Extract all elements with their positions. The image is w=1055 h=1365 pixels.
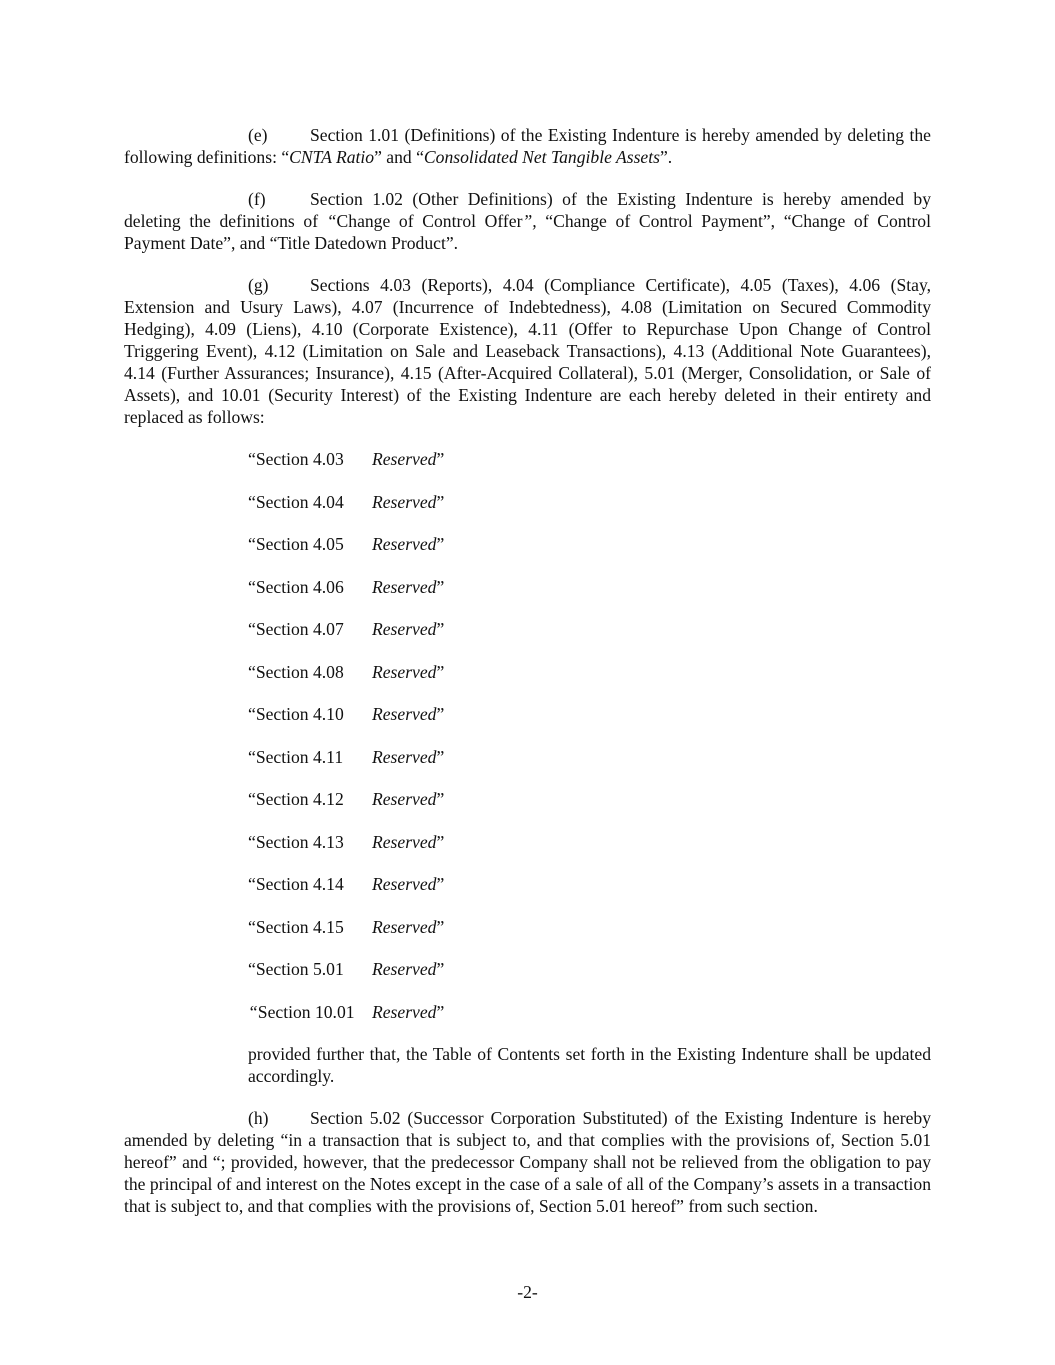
section-status: Reserved xyxy=(372,959,437,979)
section-status: Reserved xyxy=(372,746,437,767)
section-label: Section 4.03 xyxy=(255,449,344,469)
section-row xyxy=(248,703,931,725)
quote-mark: “ xyxy=(326,211,337,231)
section-label: Section 4.08 xyxy=(255,661,344,682)
reserved-sections-list xyxy=(248,448,931,1023)
section-label: Section 4.11 xyxy=(255,746,344,767)
paragraph-text: ” and “ xyxy=(374,147,424,167)
section-status: Reserved xyxy=(372,449,437,469)
paragraph-text: Section 1.01 (Definitions) of the Existing Indenture is hereby amended by deleting the following definitions: “ xyxy=(124,125,931,167)
close-quote: ” xyxy=(436,874,445,894)
section-status: Reserved xyxy=(372,916,437,937)
paragraph-e xyxy=(124,124,931,168)
section-row xyxy=(248,491,931,513)
proviso-paragraph: provided further that, the Table of Contents set forth in the Existing Indenture shall be updated accordingly. xyxy=(248,1044,931,1086)
open-quote: “ xyxy=(248,534,256,554)
paragraph-number: (h) xyxy=(248,1108,269,1128)
close-quote: ” xyxy=(436,576,445,597)
close-quote: ” xyxy=(436,789,445,809)
paragraph-h xyxy=(124,1107,931,1217)
section-row xyxy=(248,576,931,598)
section-status: Reserved xyxy=(372,491,437,512)
section-status: Reserved xyxy=(372,874,437,894)
open-quote: “ xyxy=(248,874,256,894)
open-quote: “ xyxy=(248,704,256,724)
open-quote: “ xyxy=(248,746,256,767)
paragraph-number: (e) xyxy=(248,125,268,145)
section-row xyxy=(248,448,931,470)
paragraph-text: ”. xyxy=(659,147,673,167)
section-status: Reserved xyxy=(372,576,437,597)
close-quote: ” xyxy=(436,916,445,937)
section-status: Reserved xyxy=(372,661,437,682)
close-quote: ” xyxy=(436,661,445,682)
section-label: Section 4.12 xyxy=(255,789,344,809)
paragraph-f xyxy=(124,188,931,254)
close-quote: ” xyxy=(436,746,445,767)
section-label: Section 4.14 xyxy=(255,874,344,894)
page-number: -2- xyxy=(517,1282,538,1302)
section-status: Reserved xyxy=(372,831,437,852)
section-row xyxy=(248,958,931,980)
close-quote: ” xyxy=(436,959,445,979)
section-status: Reserved xyxy=(372,534,437,554)
close-quote: ” xyxy=(436,1001,445,1022)
quote-mark: ”, xyxy=(522,211,537,231)
section-label: Section 4.04 xyxy=(255,491,344,512)
paragraph-text: Sections 4.03 (Reports), 4.04 (Compliance Certificate), 4.05 (Taxes), 4.06 (Stay, Extension and Usury Laws), 4.07 (Incurrence of Indebtedness), 4.08 (Limitation on Secured Commodity Hedging), 4.09 (Liens), 4.10 (Corporate Existence), 4.11 (Offer to Repurchase Upon Change of Control Triggering Event), 4.12 (Limitation on Sale and Leaseback Transactions), 4.13 (Additional Note Guarantees), 4.14 (Further Assurances; Insurance), 4.15 (After-Acquired Collateral), 5.01 (Merger, Consolidation, or Sale of Assets), and 10.01 (Security Interest) of the Existing Indenture are each hereby deleted in their entirety and replaced as follows: xyxy=(124,275,931,427)
section-row xyxy=(248,1001,931,1023)
paragraph-text: Section 5.02 (Successor Corporation Substituted) of the Existing Indenture is hereby amended by deleting “in a transaction that is subject to, and that complies with the provisions of, Section 5.01 hereof” and “; provided, however, that the predecessor Company shall not be relieved from the obligation to pay the principal of and interest on the Notes except in the case of a sale of all of the Company’s assets in a transaction that is subject to, and that complies with the provisions of, Section 5.01 hereof” from such section. xyxy=(124,1108,931,1216)
close-quote: ” xyxy=(436,704,445,724)
section-status: Reserved xyxy=(372,789,437,809)
open-quote: “ xyxy=(248,831,256,852)
open-quote: “ xyxy=(248,576,256,597)
open-quote: “ xyxy=(248,789,256,809)
close-quote: ” xyxy=(436,619,445,639)
defined-term: CNTA Ratio xyxy=(289,147,375,167)
section-label: Section 4.13 xyxy=(255,831,344,852)
open-quote: “ xyxy=(248,491,256,512)
document-page xyxy=(124,124,931,1237)
paragraph-text: Section 1.02 (Other Definitions) of the Existing Indenture is hereby amended by deleting the definitions of xyxy=(124,189,931,231)
close-quote: ” xyxy=(436,534,445,554)
section-label: Section 4.10 xyxy=(255,704,344,724)
paragraph-number: (f) xyxy=(248,189,266,209)
paragraph-g xyxy=(124,274,931,428)
section-row xyxy=(248,618,931,640)
section-label: Section 4.15 xyxy=(255,916,344,937)
section-label: Section 4.07 xyxy=(255,619,344,639)
section-label: Section 4.05 xyxy=(255,534,344,554)
section-row xyxy=(248,916,931,938)
open-quote: “ xyxy=(248,661,256,682)
open-quote: “ xyxy=(248,619,256,639)
section-label: Section 5.01 xyxy=(255,959,344,979)
section-row xyxy=(248,661,931,683)
section-row xyxy=(248,533,931,555)
section-label: Section 4.06 xyxy=(255,576,344,597)
section-status: Reserved xyxy=(372,619,437,639)
paragraph-number: (g) xyxy=(248,275,269,295)
open-quote: “ xyxy=(248,449,256,469)
close-quote: ” xyxy=(436,491,445,512)
section-row xyxy=(248,873,931,895)
defined-term: Consolidated Net Tangible Assets xyxy=(423,147,660,167)
open-quote: “ xyxy=(248,1001,258,1022)
paragraph-text: “Change of Control Payment”, “Change of Control Payment Date”, and “Title Datedown Product”. xyxy=(124,211,931,253)
close-quote: ” xyxy=(436,831,445,852)
close-quote: ” xyxy=(436,449,445,469)
section-status: Reserved xyxy=(372,1001,437,1022)
section-status: Reserved xyxy=(372,704,437,724)
section-row xyxy=(248,746,931,768)
open-quote: “ xyxy=(248,959,256,979)
section-row xyxy=(248,831,931,853)
defined-term: Change of Control Offer xyxy=(336,211,523,231)
section-label: Section 10.01 xyxy=(257,1001,355,1022)
open-quote: “ xyxy=(248,916,256,937)
section-row xyxy=(248,788,931,810)
